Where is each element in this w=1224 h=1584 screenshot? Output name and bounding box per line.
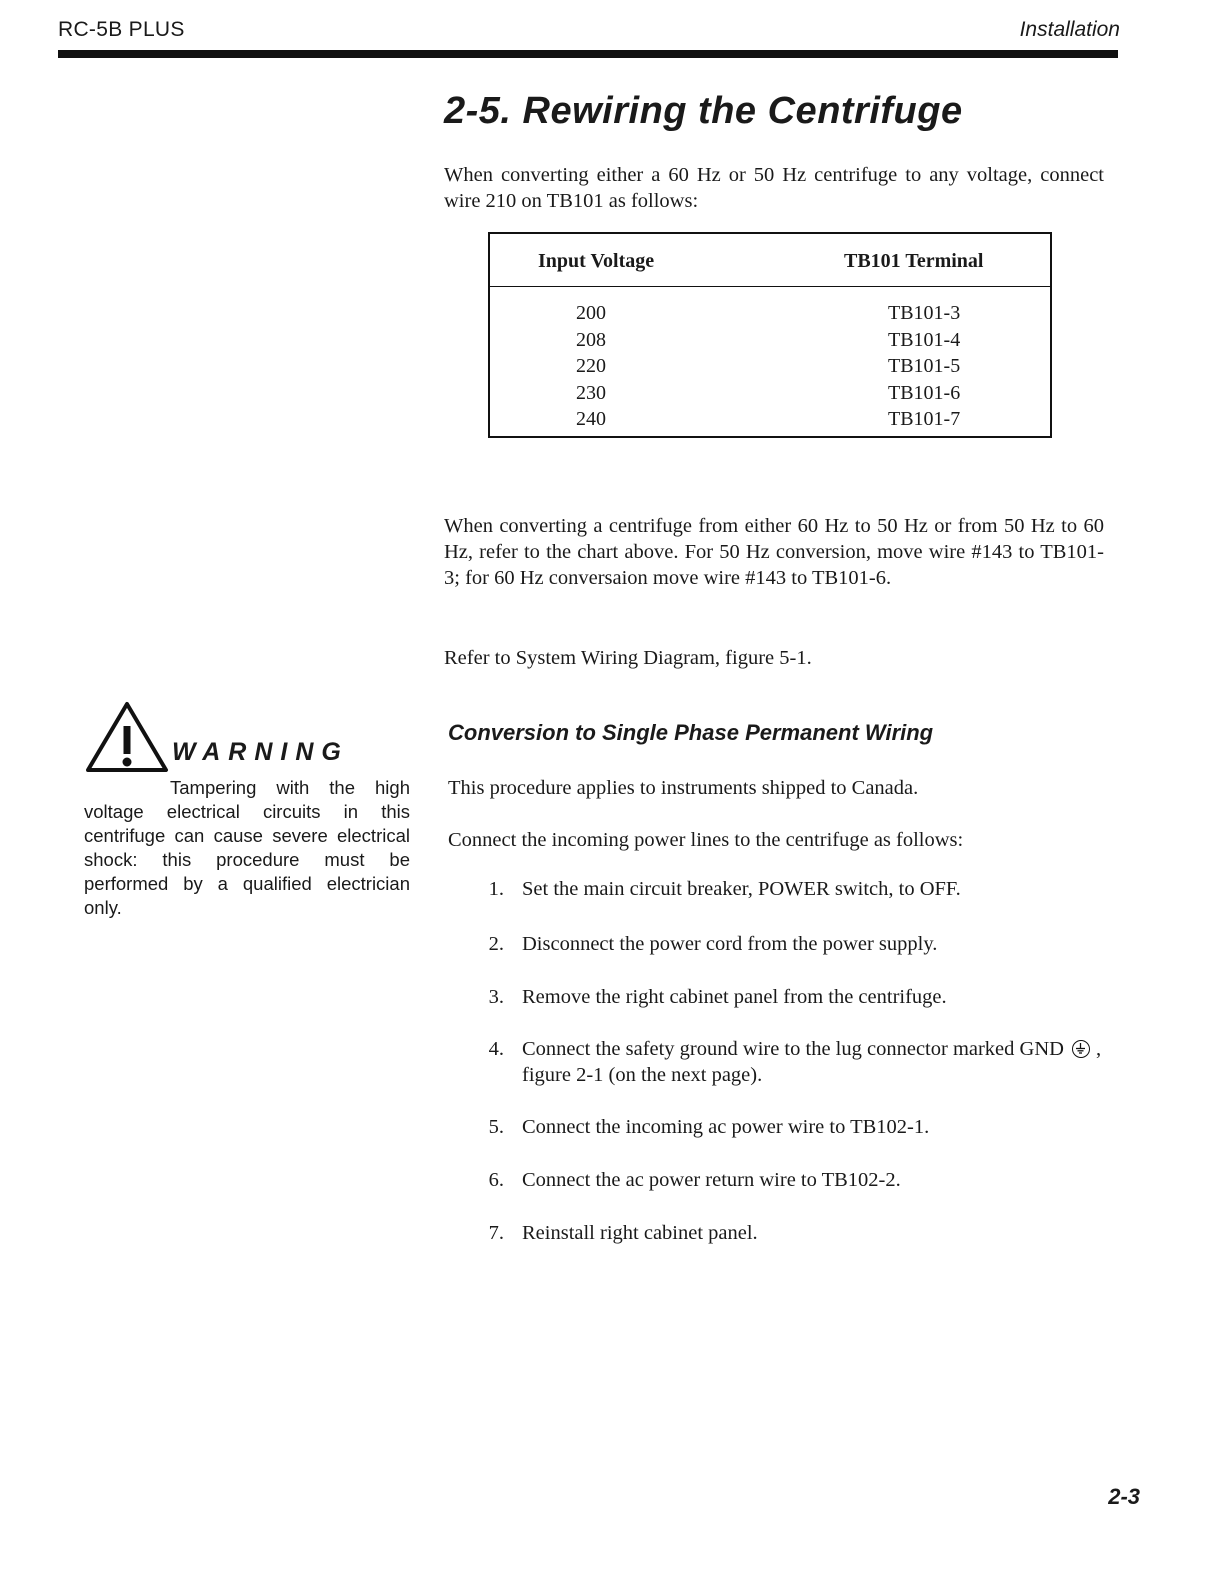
voltage-terminal-table: [488, 232, 1052, 438]
step-number: 6.: [488, 1169, 504, 1191]
conversion-paragraph: When converting a centrifuge from either 60 Hz to 50 Hz or from 50 Hz to 60 Hz, refer to the chart above. For 50 Hz conversion, move wire #143 to TB101-3; for 60 Hz conversaion move wire #143 to TB101-6.: [444, 515, 1104, 589]
step-text: Connect the incoming ac power wire to TB102-1.: [522, 1116, 930, 1138]
table-header: [490, 234, 1050, 287]
table-cell-voltage: 200: [576, 302, 606, 324]
refer-paragraph: Refer to System Wiring Diagram, figure 5-1.: [444, 647, 812, 669]
table-body: [490, 302, 1050, 435]
table-cell-voltage: 230: [576, 381, 606, 404]
step-text: Set the main circuit breaker, POWER switch, to OFF.: [522, 878, 961, 900]
table-row: [490, 408, 1050, 435]
step-text-after: , figure 2-1 (on the next page).: [522, 1038, 1102, 1086]
table-header-input-voltage: Input Voltage: [538, 250, 655, 272]
step-number: 3.: [488, 986, 504, 1008]
step-text-before: Connect the safety ground wire to the lug connector marked GND: [522, 1038, 1064, 1060]
table-cell-voltage: 208: [576, 328, 606, 351]
table-cell-terminal: TB101-3: [888, 302, 961, 324]
applies-paragraph: This procedure applies to instruments shipped to Canada.: [448, 777, 919, 799]
table-cell-voltage: 220: [576, 355, 606, 377]
subsection-title: Conversion to Single Phase Permanent Wiring: [448, 720, 934, 745]
connect-paragraph: Connect the incoming power lines to the centrifuge as follows:: [448, 829, 964, 851]
page-number: 2-3: [1108, 1484, 1140, 1509]
header-chapter-name: Installation: [1019, 18, 1120, 41]
step-text: Reinstall right cabinet panel.: [522, 1222, 758, 1244]
table-cell-terminal: TB101-6: [888, 381, 961, 404]
warning-text: Tampering with the high voltage electrical circuits in this centrifuge can cause severe electrical shock: this procedure must be performed by a qualified electrician only.: [84, 777, 410, 918]
step-number: 1.: [488, 878, 504, 900]
table-cell-terminal: TB101-7: [888, 408, 961, 430]
step-number: 5.: [488, 1116, 504, 1138]
warning-title: WARNING: [172, 738, 349, 766]
table-cell-terminal: TB101-5: [888, 355, 961, 377]
step-number: 2.: [488, 933, 504, 955]
table-header-tb101-terminal: TB101 Terminal: [844, 250, 984, 272]
step-text: Connect the ac power return wire to TB102-2.: [522, 1169, 901, 1191]
step-number: 4.: [488, 1038, 504, 1060]
step-text: Remove the right cabinet panel from the centrifuge.: [522, 986, 947, 1008]
step-text: Disconnect the power cord from the power supply.: [522, 933, 938, 955]
header-product-name: RC-5B PLUS: [58, 18, 185, 41]
warning-triangle-icon: [84, 700, 170, 774]
table-cell-voltage: 240: [576, 408, 606, 430]
table-row: [490, 302, 1050, 329]
step-number: 7.: [488, 1222, 504, 1244]
section-title: 2-5. Rewiring the Centrifuge: [444, 90, 963, 132]
table-cell-terminal: TB101-4: [888, 328, 961, 351]
table-row: [490, 382, 1050, 409]
table-row: [490, 329, 1050, 356]
intro-paragraph: When converting either a 60 Hz or 50 Hz centrifuge to any voltage, connect wire 210 on TB101 as follows:: [444, 164, 1104, 212]
step-text: [522, 1036, 1122, 1088]
ground-symbol-icon: [1072, 1040, 1090, 1058]
header-rule: [58, 50, 1118, 58]
table-row: [490, 355, 1050, 382]
